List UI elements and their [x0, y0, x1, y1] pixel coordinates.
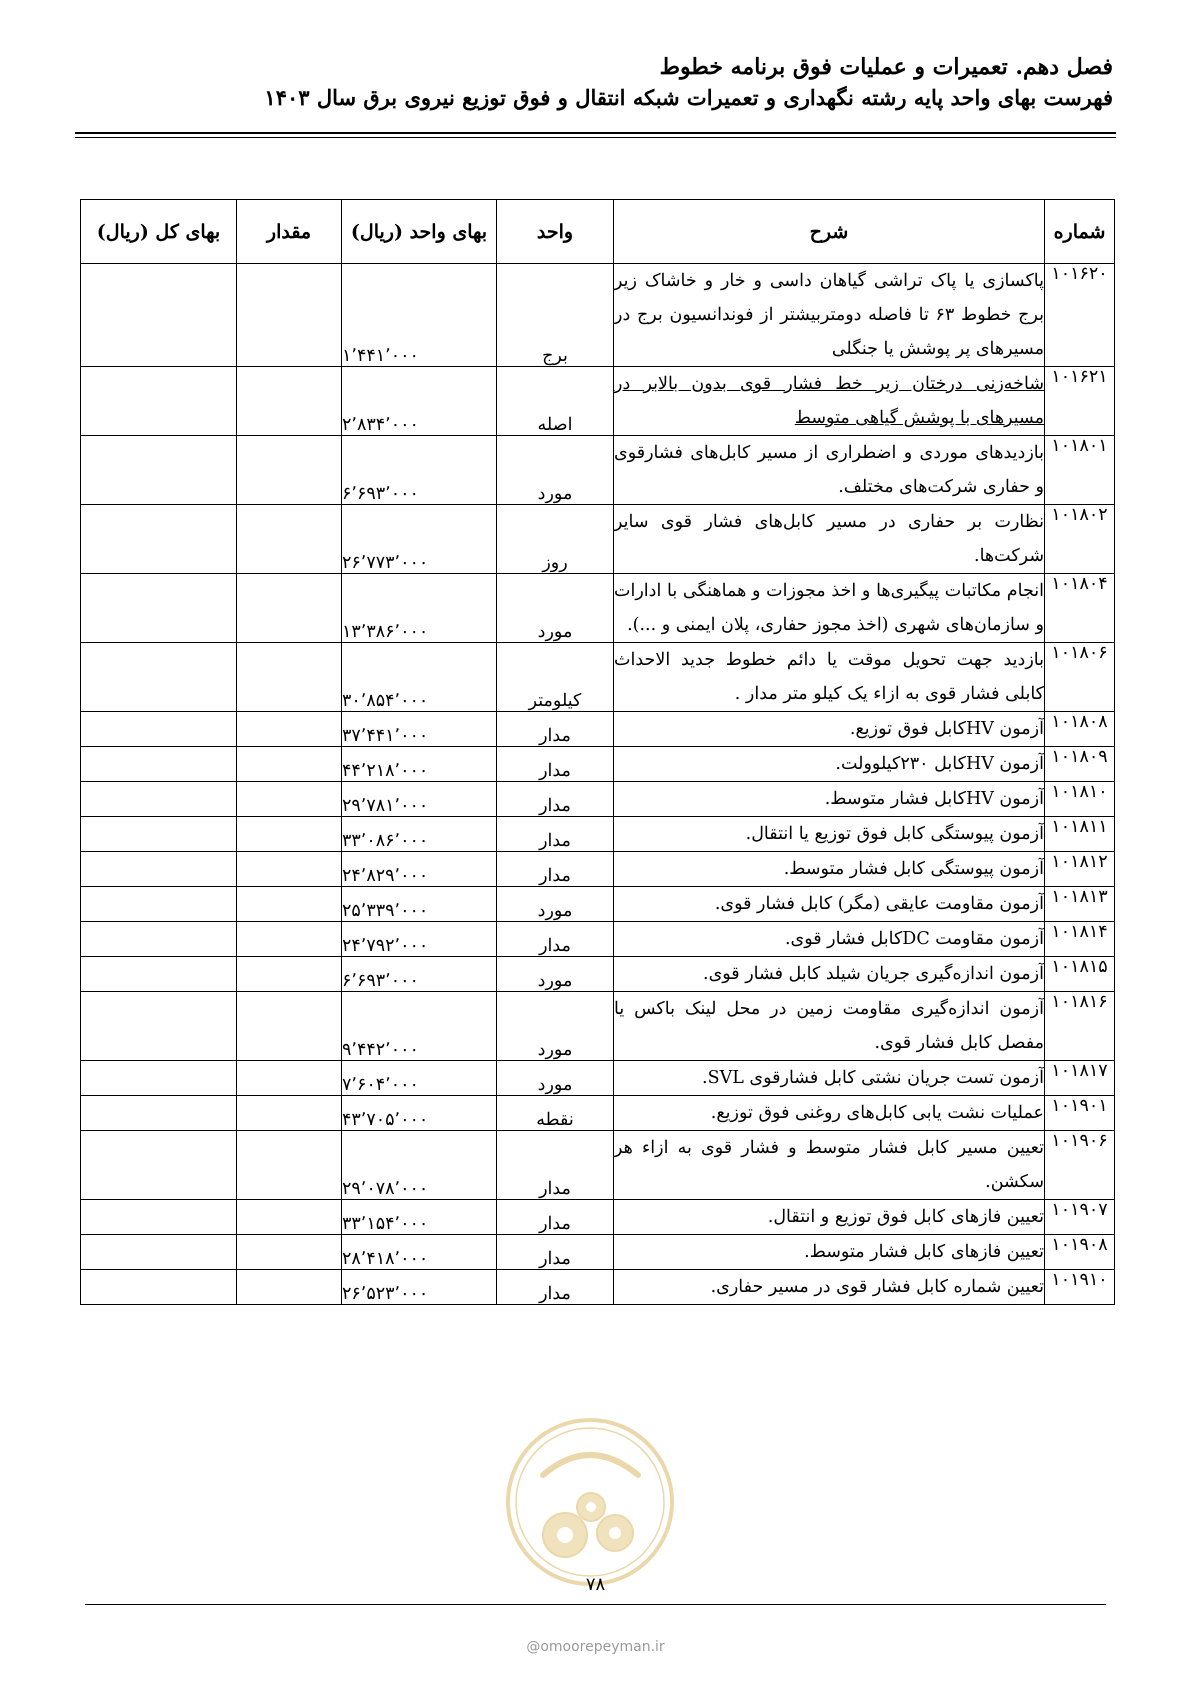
row-quantity [237, 992, 342, 1061]
header-unit-price: بهای واحد (ریال) [342, 200, 497, 264]
row-description: آزمون مقاومت DCکابل فشار قوی. [614, 922, 1045, 957]
row-quantity [237, 643, 342, 712]
row-code: ۱۰۱۸۱۷ [1045, 1061, 1115, 1096]
row-description: نظارت بر حفاری در مسیر کابل‌های فشار قوی سایر شرکت‌ها. [614, 505, 1045, 574]
table-row [81, 957, 1115, 992]
row-unit: مدار [497, 1200, 614, 1235]
table-row [81, 367, 1115, 436]
row-total [81, 1131, 237, 1200]
table-header-row [81, 200, 1115, 264]
row-code: ۱۰۱۸۱۰ [1045, 782, 1115, 817]
row-code: ۱۰۱۸۰۴ [1045, 574, 1115, 643]
row-quantity [237, 782, 342, 817]
row-quantity [237, 1270, 342, 1305]
row-unit-price: ۲۶٬۵۲۳٬۰۰۰ [342, 1270, 497, 1305]
row-unit: مدار [497, 1270, 614, 1305]
row-quantity [237, 1200, 342, 1235]
row-unit: مدار [497, 852, 614, 887]
table-row [81, 1131, 1115, 1200]
row-description: آزمون تست جریان نشتی کابل فشارقوی SVL. [614, 1061, 1045, 1096]
row-description: شاخه‌زنی درختان زیر خط فشار قوی بدون بالابر در مسیرهای با پوشش گیاهی متوسط [614, 367, 1045, 436]
row-total [81, 1235, 237, 1270]
row-unit: مدار [497, 747, 614, 782]
row-unit-price: ۳۳٬۰۸۶٬۰۰۰ [342, 817, 497, 852]
table-row [81, 817, 1115, 852]
website-watermark: @omoorepeyman.ir [526, 1639, 665, 1655]
row-total [81, 264, 237, 367]
row-unit: مدار [497, 817, 614, 852]
document-title: فهرست بهای واحد پایه رشته نگهداری و تعمیرات شبکه انتقال و فوق توزیع نیروی برق سال ۱۴۰۳ [264, 85, 1113, 110]
row-unit: مدار [497, 782, 614, 817]
row-code: ۱۰۱۶۲۰ [1045, 264, 1115, 367]
row-description: انجام مکاتبات پیگیری‌ها و اخذ مجوزات و هماهنگی با ادارات و سازمان‌های شهری (اخذ مجوز حفاری، پلان ایمنی و ...). [614, 574, 1045, 643]
header-unit: واحد [497, 200, 614, 264]
row-unit: برج [497, 264, 614, 367]
row-total [81, 992, 237, 1061]
table-row [81, 922, 1115, 957]
row-description: آزمون اندازه‌گیری جریان شیلد کابل فشار قوی. [614, 957, 1045, 992]
row-description: عملیات نشت یابی کابل‌های روغنی فوق توزیع. [614, 1096, 1045, 1131]
table-row [81, 505, 1115, 574]
row-description: آزمون پیوستگی کابل فوق توزیع یا انتقال. [614, 817, 1045, 852]
row-total [81, 852, 237, 887]
row-unit-price: ۲۴٬۸۲۹٬۰۰۰ [342, 852, 497, 887]
page-header [78, 52, 1113, 114]
row-unit-price: ۹٬۴۴۲٬۰۰۰ [342, 992, 497, 1061]
table-row [81, 1200, 1115, 1235]
row-description: تعیین فازهای کابل فشار متوسط. [614, 1235, 1045, 1270]
row-unit: مورد [497, 957, 614, 992]
row-unit-price: ۳۷٬۴۴۱٬۰۰۰ [342, 712, 497, 747]
header-quantity: مقدار [237, 200, 342, 264]
row-unit-price: ۱۳٬۳۸۶٬۰۰۰ [342, 574, 497, 643]
row-description: آزمون مقاومت عایقی (مگر) کابل فشار قوی. [614, 887, 1045, 922]
row-total [81, 712, 237, 747]
row-total [81, 747, 237, 782]
row-unit-price: ۴۴٬۲۱۸٬۰۰۰ [342, 747, 497, 782]
row-unit: مدار [497, 1235, 614, 1270]
table-row [81, 887, 1115, 922]
row-code: ۱۰۱۸۱۲ [1045, 852, 1115, 887]
header-rule-thick [75, 132, 1116, 134]
row-quantity [237, 887, 342, 922]
price-list-table [80, 199, 1115, 1305]
row-unit-price: ۲۹٬۷۸۱٬۰۰۰ [342, 782, 497, 817]
header-rule-thin [75, 137, 1116, 138]
row-total [81, 1270, 237, 1305]
row-unit-price: ۴۳٬۷۰۵٬۰۰۰ [342, 1096, 497, 1131]
row-unit: مدار [497, 712, 614, 747]
header-code: شماره [1045, 200, 1115, 264]
row-total [81, 1200, 237, 1235]
header-description: شرح [614, 200, 1045, 264]
header-total: بهای کل (ریال) [81, 200, 237, 264]
row-unit-price: ۶٬۶۹۳٬۰۰۰ [342, 436, 497, 505]
row-unit: کیلومتر [497, 643, 614, 712]
row-quantity [237, 1131, 342, 1200]
watermark-seal [503, 1415, 678, 1590]
row-code: ۱۰۱۸۰۱ [1045, 436, 1115, 505]
table-row [81, 1235, 1115, 1270]
row-description: بازدید جهت تحویل موقت یا دائم خطوط جدید الاحداث کابلی فشار قوی به ازاء یک کیلو متر مدار . [614, 643, 1045, 712]
table-row [81, 712, 1115, 747]
row-quantity [237, 922, 342, 957]
row-unit-price: ۳۳٬۱۵۴٬۰۰۰ [342, 1200, 497, 1235]
row-total [81, 574, 237, 643]
row-total [81, 922, 237, 957]
row-unit-price: ۷٬۶۰۴٬۰۰۰ [342, 1061, 497, 1096]
row-description: تعیین شماره کابل فشار قوی در مسیر حفاری. [614, 1270, 1045, 1305]
row-quantity [237, 574, 342, 643]
row-description: آزمون پیوستگی کابل فشار متوسط. [614, 852, 1045, 887]
row-unit-price: ۳۰٬۸۵۴٬۰۰۰ [342, 643, 497, 712]
row-code: ۱۰۱۸۱۵ [1045, 957, 1115, 992]
row-quantity [237, 1096, 342, 1131]
row-total [81, 817, 237, 852]
table-row [81, 1270, 1115, 1305]
row-code: ۱۰۱۶۲۱ [1045, 367, 1115, 436]
row-code: ۱۰۱۸۰۹ [1045, 747, 1115, 782]
row-description: تعیین فازهای کابل فوق توزیع و انتقال. [614, 1200, 1045, 1235]
row-quantity [237, 852, 342, 887]
row-unit-price: ۶٬۶۹۳٬۰۰۰ [342, 957, 497, 992]
table-row [81, 264, 1115, 367]
row-description: آزمون HVکابل ۲۳۰کیلوولت. [614, 747, 1045, 782]
row-quantity [237, 747, 342, 782]
row-description: آزمون اندازه‌گیری مقاومت زمین در محل لینک باکس یا مفصل کابل فشار قوی. [614, 992, 1045, 1061]
table-row [81, 574, 1115, 643]
chapter-title: فصل دهم. تعمیرات و عملیات فوق برنامه خطوط [659, 54, 1113, 80]
row-unit: مدار [497, 1131, 614, 1200]
row-unit: مورد [497, 574, 614, 643]
row-code: ۱۰۱۹۰۶ [1045, 1131, 1115, 1200]
row-total [81, 436, 237, 505]
row-total [81, 1096, 237, 1131]
row-quantity [237, 957, 342, 992]
row-code: ۱۰۱۸۰۶ [1045, 643, 1115, 712]
row-description: آزمون HVکابل فشار متوسط. [614, 782, 1045, 817]
row-quantity [237, 264, 342, 367]
row-unit: مورد [497, 887, 614, 922]
row-code: ۱۰۱۸۰۲ [1045, 505, 1115, 574]
row-unit: مدار [497, 922, 614, 957]
row-unit: اصله [497, 367, 614, 436]
row-quantity [237, 1061, 342, 1096]
page-number: ۷۸ [585, 1574, 606, 1595]
row-total [81, 887, 237, 922]
row-description: آزمون HVکابل فوق توزیع. [614, 712, 1045, 747]
row-unit-price: ۲۵٬۳۳۹٬۰۰۰ [342, 887, 497, 922]
row-unit: مورد [497, 436, 614, 505]
row-unit-price: ۲۹٬۰۷۸٬۰۰۰ [342, 1131, 497, 1200]
row-unit-price: ۲۴٬۷۹۲٬۰۰۰ [342, 922, 497, 957]
row-total [81, 367, 237, 436]
table-row [81, 1061, 1115, 1096]
table-row [81, 747, 1115, 782]
footer-rule [85, 1604, 1106, 1605]
row-total [81, 505, 237, 574]
row-quantity [237, 712, 342, 747]
table-row [81, 992, 1115, 1061]
row-code: ۱۰۱۸۰۸ [1045, 712, 1115, 747]
row-total [81, 957, 237, 992]
row-code: ۱۰۱۸۱۴ [1045, 922, 1115, 957]
row-quantity [237, 436, 342, 505]
row-code: ۱۰۱۹۰۷ [1045, 1200, 1115, 1235]
row-total [81, 1061, 237, 1096]
row-code: ۱۰۱۸۱۳ [1045, 887, 1115, 922]
row-quantity [237, 505, 342, 574]
table-row [81, 643, 1115, 712]
table-row [81, 436, 1115, 505]
row-unit-price: ۲٬۸۳۴٬۰۰۰ [342, 367, 497, 436]
row-unit: روز [497, 505, 614, 574]
row-unit-price: ۲۸٬۴۱۸٬۰۰۰ [342, 1235, 497, 1270]
row-unit-price: ۱٬۴۴۱٬۰۰۰ [342, 264, 497, 367]
row-description: تعیین مسیر کابل فشار متوسط و فشار قوی به ازاء هر سکشن. [614, 1131, 1045, 1200]
row-code: ۱۰۱۹۰۸ [1045, 1235, 1115, 1270]
row-code: ۱۰۱۹۰۱ [1045, 1096, 1115, 1131]
row-unit: مورد [497, 1061, 614, 1096]
row-quantity [237, 817, 342, 852]
row-code: ۱۰۱۸۱۱ [1045, 817, 1115, 852]
row-description: بازدیدهای موردی و اضطراری از مسیر کابل‌های فشارقوی و حفاری شرکت‌های مختلف. [614, 436, 1045, 505]
row-total [81, 782, 237, 817]
row-total [81, 643, 237, 712]
row-quantity [237, 367, 342, 436]
row-description: پاکسازی یا پاک تراشی گیاهان داسی و خار و خاشاک زیر برج خطوط ۶۳ تا فاصله دومتربیشتر از فوندانسیون برج در مسیرهای پر پوشش یا جنگلی [614, 264, 1045, 367]
table-row [81, 852, 1115, 887]
row-unit-price: ۲۶٬۷۷۳٬۰۰۰ [342, 505, 497, 574]
row-unit: نقطه [497, 1096, 614, 1131]
row-unit: مورد [497, 992, 614, 1061]
row-code: ۱۰۱۹۱۰ [1045, 1270, 1115, 1305]
row-code: ۱۰۱۸۱۶ [1045, 992, 1115, 1061]
row-quantity [237, 1235, 342, 1270]
table-row [81, 1096, 1115, 1131]
table-row [81, 782, 1115, 817]
